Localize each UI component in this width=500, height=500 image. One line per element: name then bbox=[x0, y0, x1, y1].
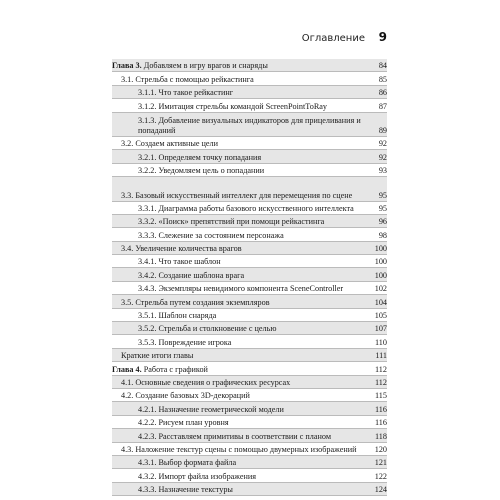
toc-page-number: 118 bbox=[375, 431, 387, 441]
toc-title-text: 4.3. Наложение текстур сцены с помощью двумерных изображений bbox=[121, 444, 357, 454]
toc-title-text: 3.4. Увеличение количества врагов bbox=[121, 244, 242, 254]
toc-subsection-entry bbox=[112, 402, 387, 415]
toc-page-number: 116 bbox=[375, 418, 387, 428]
toc-page-number: 95 bbox=[378, 203, 387, 213]
toc-subsection-entry bbox=[112, 335, 387, 348]
toc-page-number: 98 bbox=[378, 230, 387, 240]
toc-subsection-entry bbox=[112, 416, 387, 429]
toc-page-number: 107 bbox=[374, 324, 387, 334]
toc-subsection-entry bbox=[112, 215, 387, 228]
toc-section-entry bbox=[112, 72, 387, 85]
toc-entry-title bbox=[121, 351, 373, 361]
toc-page-number: 87 bbox=[378, 101, 387, 111]
toc-section-entry bbox=[112, 177, 387, 201]
chapter-label: Глава 3. bbox=[112, 61, 142, 71]
toc-subsection-entry bbox=[112, 99, 387, 112]
toc-subsection-entry bbox=[112, 150, 387, 163]
toc-title-text: 3.4.2. Создание шаблона врага bbox=[138, 270, 245, 280]
toc-page-number: 121 bbox=[374, 458, 387, 468]
toc-entry-title bbox=[138, 324, 373, 334]
toc-title-text: 4.3.2. Импорт файла изображения bbox=[138, 471, 257, 481]
toc-subsection-entry bbox=[112, 429, 387, 442]
toc-entry-title bbox=[121, 244, 373, 254]
toc-page-number: 124 bbox=[374, 485, 387, 495]
toc-page-number: 89 bbox=[378, 125, 387, 135]
toc-entry-title bbox=[121, 139, 377, 149]
toc-entry-title bbox=[121, 191, 377, 201]
toc-title-text: 3.3. Базовый искусственный интеллект для перемещения по сцене bbox=[121, 190, 353, 200]
toc-page-number: 116 bbox=[375, 404, 387, 414]
toc-subsection-entry bbox=[112, 164, 387, 177]
toc-page-number: 102 bbox=[374, 284, 387, 294]
toc-page-number: 96 bbox=[378, 217, 387, 227]
running-header: Оглавление bbox=[301, 33, 365, 44]
toc-entry-title bbox=[138, 338, 373, 348]
toc-entry-title bbox=[138, 271, 373, 281]
toc-entry-title bbox=[112, 365, 373, 375]
toc-subsection-entry bbox=[112, 282, 387, 295]
toc-entry-title bbox=[138, 204, 377, 214]
toc-subsection-entry bbox=[112, 456, 387, 469]
toc-title-text: 3.5.1. Шаблон снаряда bbox=[138, 311, 217, 321]
toc-page-number: 84 bbox=[378, 61, 387, 71]
toc-title-text: Краткие итоги главы bbox=[121, 351, 194, 361]
toc-title-text: 3.3.1. Диаграмма работы базового искусственного интеллекта bbox=[138, 203, 354, 213]
toc-entry-title bbox=[138, 257, 373, 267]
toc-entry-title bbox=[138, 432, 373, 442]
toc-title-text: 3.2.2. Уведомляем цель о попадании bbox=[138, 166, 265, 176]
toc-subsection-entry bbox=[112, 255, 387, 268]
toc-title-text: Добавляем в игру врагов и снаряды bbox=[143, 61, 268, 71]
toc-subsection-entry bbox=[112, 469, 387, 482]
toc-section-entry bbox=[112, 295, 387, 308]
toc-page-number: 104 bbox=[374, 297, 387, 307]
toc-title-text: 3.4.1. Что такое шаблон bbox=[138, 257, 221, 267]
toc-entry-title bbox=[121, 445, 373, 455]
toc-entry-title bbox=[138, 284, 373, 294]
toc-entry-title bbox=[138, 231, 377, 241]
toc-chapter-entry bbox=[112, 59, 387, 72]
toc-page-number: 92 bbox=[378, 152, 387, 162]
toc-entry-title bbox=[138, 153, 377, 163]
toc-entry-title bbox=[112, 61, 377, 71]
toc-entry-title bbox=[138, 405, 373, 415]
toc-title-text: 3.3.3. Слежение за состоянием персонажа bbox=[138, 230, 284, 240]
toc-title-text: 3.1.1. Что такое рейкастинг bbox=[138, 88, 234, 98]
chapter-label: Глава 4. bbox=[112, 364, 142, 374]
toc-entry-title bbox=[138, 102, 377, 112]
toc-page-number: 95 bbox=[378, 190, 387, 200]
toc-title-text: 3.5.3. Повреждение игрока bbox=[138, 337, 232, 347]
page-number: 9 bbox=[378, 30, 387, 44]
toc-entry-title bbox=[138, 88, 377, 98]
toc-section-entry bbox=[112, 389, 387, 402]
toc-page-number: 86 bbox=[378, 88, 387, 98]
toc-page-number: 100 bbox=[374, 244, 387, 254]
toc-entry-title bbox=[138, 217, 377, 227]
toc-title-text: 4.2.2. Рисуем план уровня bbox=[138, 418, 229, 428]
toc-entry-title bbox=[121, 75, 377, 85]
toc-chapter-entry bbox=[112, 362, 387, 375]
toc-section-entry bbox=[112, 443, 387, 456]
toc-subsection-entry bbox=[112, 483, 387, 496]
toc-section-entry bbox=[112, 242, 387, 255]
toc-entry-title bbox=[138, 166, 377, 176]
toc-entry-title bbox=[138, 116, 377, 136]
toc-title-text: 4.2. Создание базовых 3D-декораций bbox=[121, 391, 250, 401]
toc-title-text: 3.2.1. Определяем точку попадания bbox=[138, 152, 262, 162]
toc-title-text: 4.1. Основные сведения о графических ресурсах bbox=[121, 377, 291, 387]
toc-page-number: 105 bbox=[374, 311, 387, 321]
toc-entry-title bbox=[121, 298, 373, 308]
toc-page-number: 92 bbox=[378, 139, 387, 149]
table-of-contents bbox=[112, 59, 387, 496]
toc-subsection-entry bbox=[112, 268, 387, 281]
toc-subsection-entry bbox=[112, 228, 387, 241]
toc-title-text: 3.1.3. Добавление визуальных индикаторов для прицеливания и попаданий bbox=[138, 115, 361, 135]
toc-page-number: 112 bbox=[375, 377, 387, 387]
toc-title-text: 3.3.2. «Поиск» препятствий при помощи рейкастинга bbox=[138, 217, 325, 227]
toc-subsection-entry bbox=[112, 86, 387, 99]
toc-subsection-entry bbox=[112, 309, 387, 322]
toc-page-number: 111 bbox=[375, 351, 387, 361]
toc-title-text: 4.3.3. Назначение текстуры bbox=[138, 485, 233, 495]
toc-entry-title bbox=[138, 458, 373, 468]
toc-title-text: 3.4.3. Экземпляры невидимого компонента SceneController bbox=[138, 284, 344, 294]
toc-entry-title bbox=[138, 311, 373, 321]
toc-section-entry bbox=[112, 376, 387, 389]
toc-entry-title bbox=[138, 485, 373, 495]
toc-page-number: 122 bbox=[374, 471, 387, 481]
toc-subsection-entry bbox=[112, 113, 387, 137]
toc-entry-title bbox=[138, 418, 373, 428]
toc-entry-title bbox=[138, 472, 373, 482]
toc-page-number: 110 bbox=[375, 337, 387, 347]
toc-entry-title bbox=[121, 391, 373, 401]
toc-page-number: 100 bbox=[374, 257, 387, 267]
toc-title-text: 3.5. Стрельба путем создания экземпляров bbox=[121, 297, 270, 307]
toc-title-text: 4.2.1. Назначение геометрической модели bbox=[138, 404, 284, 414]
toc-title-text: 4.3.1. Выбор формата файла bbox=[138, 458, 237, 468]
toc-subsection-entry bbox=[112, 322, 387, 335]
toc-page-number: 112 bbox=[375, 364, 387, 374]
toc-page-number: 120 bbox=[374, 444, 387, 454]
toc-section-entry bbox=[112, 349, 387, 362]
toc-title-text: 3.1. Стрельба с помощью рейкастинга bbox=[121, 74, 254, 84]
toc-title-text: Работа с графикой bbox=[143, 364, 208, 374]
toc-entry-title bbox=[121, 378, 373, 388]
toc-title-text: 3.2. Создаем активные цели bbox=[121, 139, 219, 149]
toc-title-text: 3.5.2. Стрельба и столкновение с целью bbox=[138, 324, 277, 334]
toc-page-number: 100 bbox=[374, 270, 387, 280]
toc-section-entry bbox=[112, 137, 387, 150]
toc-page-number: 115 bbox=[375, 391, 387, 401]
toc-title-text: 3.1.2. Имитация стрельбы командой ScreenPointToRay bbox=[138, 101, 328, 111]
toc-page-number: 85 bbox=[378, 74, 387, 84]
toc-subsection-entry bbox=[112, 202, 387, 215]
toc-title-text: 4.2.3. Расставляем примитивы в соответствии с планом bbox=[138, 431, 332, 441]
toc-page-number: 93 bbox=[378, 166, 387, 176]
